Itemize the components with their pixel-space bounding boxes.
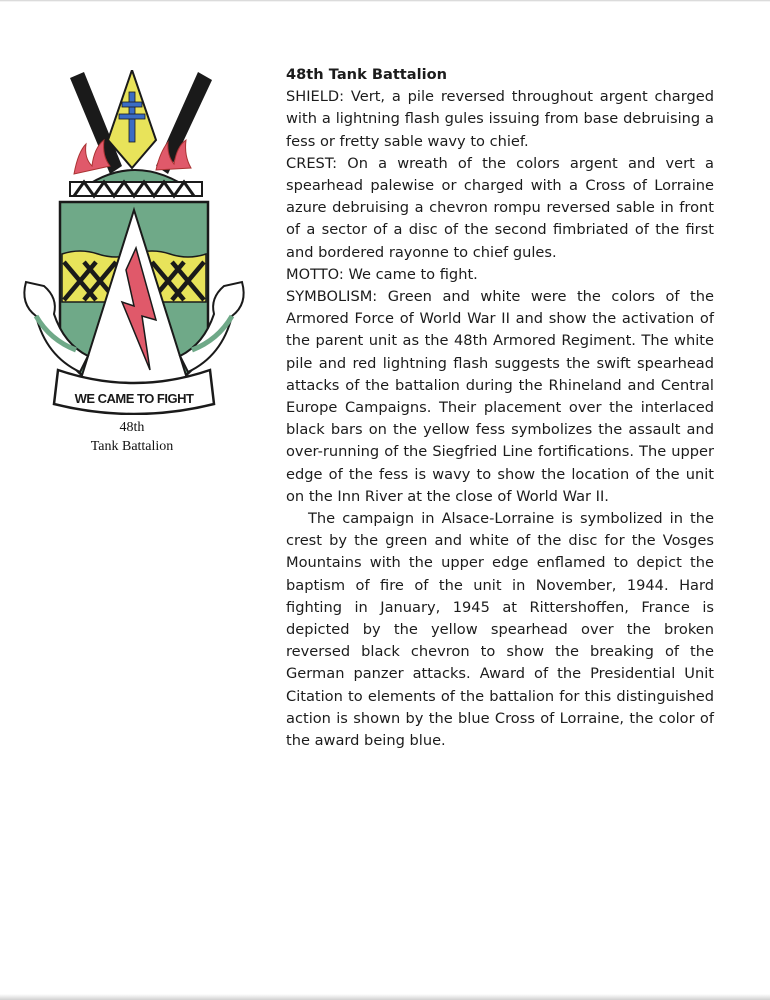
motto-paragraph: [286, 264, 714, 286]
shield-description: Vert, a pile reversed throughout argent charged with a lightning flash gules issuing from base debruising a fess or fretty sable wavy to chief.: [286, 88, 714, 150]
document-title: 48th Tank Battalion: [286, 66, 448, 83]
page-edge-bottom: [0, 994, 770, 1000]
page-edge-top: [0, 0, 770, 2]
caption-line-1: 48th: [119, 420, 145, 435]
crest-paragraph: [286, 153, 714, 264]
crest-label: CREST:: [286, 154, 338, 172]
motto-description: We came to fight.: [343, 265, 478, 283]
shield-label: SHIELD:: [286, 88, 345, 106]
crest-motto-text: WE CAME TO FIGHT: [74, 391, 194, 406]
symbolism-paragraph: [286, 286, 714, 508]
symbolism-description: Green and white were the colors of the Armored Force of World War II and show the activation of the parent unit as the 48th Armored Regiment. The white pile and red lightning flash suggests the swift spearhead attacks of the battalion during the Rhineland and Central Europe Campaigns. Their placement over the interlaced black bars on the yellow fess symbolizes the assault and over-running of the Siegfried Line fortifications. The upper edge of the fess is wavy to show the location of the unit on the Inn River at the close of World War II.: [286, 288, 714, 505]
caption-line-2: Tank Battalion: [90, 439, 174, 454]
motto-label: MOTTO:: [286, 265, 344, 283]
crest-wreath: [70, 182, 202, 196]
shield-paragraph: [286, 86, 714, 153]
campaign-paragraph: The campaign in Alsace-Lorraine is symbolized in the crest by the green and white of the disc for the Vosges Mountains with the upper edge enflamed to depict the baptism of fire of the unit in November, 1944. Hard fighting in January, 1945 at Rittershoffen, France is depicted by the yellow spearhead over the broken reversed black chevron to show the breaking of the German panzer attacks. Award of the Presidential Unit Citation to elements of the battalion for this distinguished action is shown by the blue Cross of Lorraine, the color of the award being blue.: [286, 510, 714, 750]
symbolism-label: SYMBOLISM:: [286, 288, 378, 306]
unit-crest-image: [18, 70, 250, 415]
crest-caption: [70, 418, 194, 456]
description-text: [286, 64, 714, 752]
crest-description: On a wreath of the colors argent and vert a spearhead palewise or charged with a Cross of Lorraine azure debruising a chevron rompu reversed sable in front of a sector of a disc of the second fimbriated of the first and bordered rayonne to chief gules.: [286, 154, 714, 261]
